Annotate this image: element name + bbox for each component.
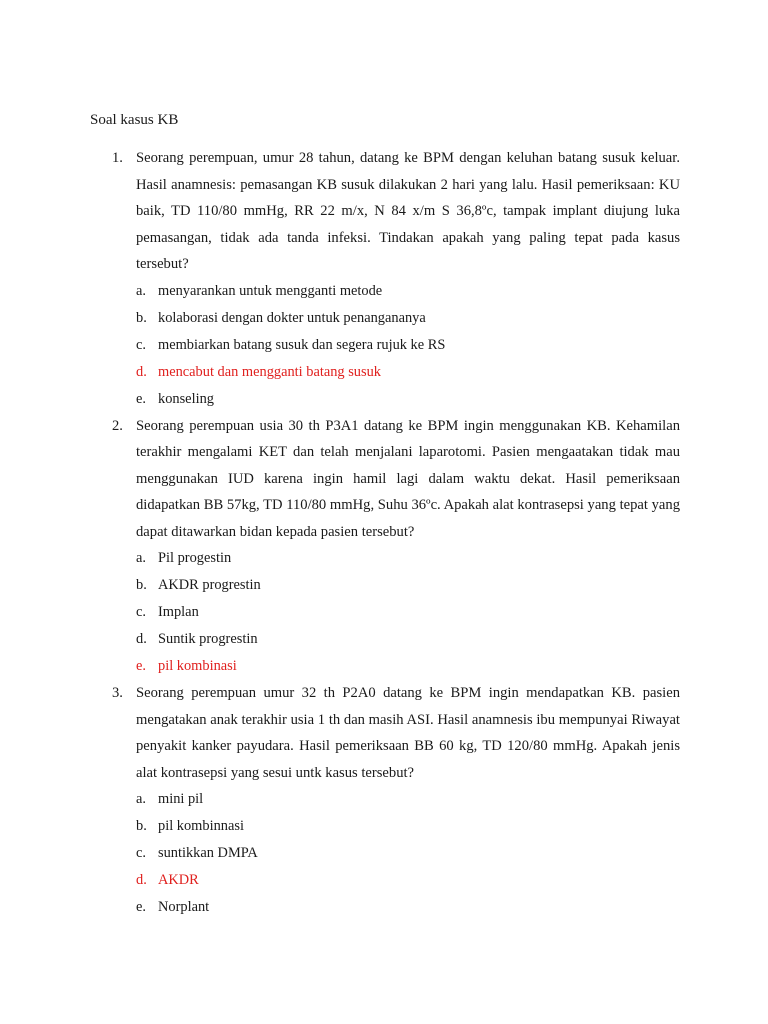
option-letter: e. — [136, 390, 146, 407]
option-list — [136, 545, 680, 680]
option-item — [136, 599, 680, 626]
question-list — [90, 145, 680, 921]
option-letter: c. — [136, 604, 146, 621]
option-list — [136, 786, 680, 921]
option-item-correct — [136, 867, 680, 894]
option-item — [136, 386, 680, 413]
option-text: konseling — [158, 390, 214, 407]
option-letter: b. — [136, 818, 147, 835]
question-item-2 — [90, 413, 680, 681]
option-item — [136, 786, 680, 813]
option-item — [136, 813, 680, 840]
option-text: AKDR — [158, 872, 199, 889]
option-letter: b. — [136, 309, 147, 326]
option-item — [136, 278, 680, 305]
option-text: Implan — [158, 604, 199, 621]
option-letter: e. — [136, 658, 146, 675]
question-text: Seorang perempuan umur 32 th P2A0 datang ke BPM ingin mendapatkan KB. pasien mengatakan anak terakhir usia 1 th dan masih ASI. Hasil anamnesis ibu mempunyai Riwayat penyakit kanker payudara. Hasil pemeriksaan BB 60 kg, TD 120/80 mmHg. Apakah jenis alat kontrasepsi yang sesui untk kasus tersebut? — [136, 685, 680, 781]
option-letter: a. — [136, 282, 146, 299]
option-text: pil kombinnasi — [158, 818, 244, 835]
document-title: Soal kasus KB — [90, 112, 179, 128]
option-letter: d. — [136, 631, 147, 648]
question-number: 2. — [112, 417, 123, 434]
option-text: mencabut dan mengganti batang susuk — [158, 363, 381, 380]
option-item-correct — [136, 359, 680, 386]
option-text: membiarkan batang susuk dan segera rujuk ke RS — [158, 336, 446, 353]
option-item — [136, 626, 680, 653]
option-text: AKDR progrestin — [158, 577, 261, 594]
option-letter: d. — [136, 872, 147, 889]
option-letter: b. — [136, 577, 147, 594]
question-text: Seorang perempuan, umur 28 tahun, datang ke BPM dengan keluhan batang susuk keluar. Hasil anamnesis: pemasangan KB susuk dilakukan 2 hari yang lalu. Hasil pemeriksaan: KU baik, TD 110/80 mmHg, RR 22 m/x, N 84 x/m S 36,8ºc, tampak implant diujung luka pemasangan, tidak ada tanda infeksi. Tindakan apakah yang paling tepat pada kasus tersebut? — [136, 150, 680, 273]
option-letter: d. — [136, 363, 147, 380]
question-number: 3. — [112, 685, 123, 701]
option-text: menyarankan untuk mengganti metode — [158, 282, 383, 299]
option-text: mini pil — [158, 791, 204, 808]
option-item — [136, 840, 680, 867]
option-text: Suntik progrestin — [158, 631, 258, 648]
option-item — [136, 545, 680, 572]
option-item — [136, 305, 680, 332]
question-text: Seorang perempuan usia 30 th P3A1 datang ke BPM ingin menggunakan KB. Kehamilan terakhir mengalami KET dan telah menjalani laparotomi. Pasien mengaatakan tidak mau menggunakan IUD karena ingin hamil lagi dalam waktu dekat. Hasil pemeriksaan didapatkan BB 57kg, TD 110/80 mmHg, Suhu 36ºc. Apakah alat kontrasepsi yang tepat yang dapat ditawarkan bidan kepada pasien tersebut? — [136, 417, 680, 540]
option-item — [136, 572, 680, 599]
option-letter: c. — [136, 336, 146, 353]
option-list — [136, 278, 680, 413]
option-item-correct — [136, 653, 680, 680]
option-text: kolaborasi dengan dokter untuk penangananya — [158, 309, 426, 326]
question-item-3 — [90, 680, 680, 921]
option-text: Pil progestin — [158, 550, 232, 567]
option-letter: c. — [136, 845, 146, 862]
option-letter: a. — [136, 791, 146, 808]
option-text: suntikkan DMPA — [158, 845, 258, 862]
option-item — [136, 894, 680, 921]
option-text: pil kombinasi — [158, 658, 237, 675]
option-letter: e. — [136, 899, 146, 915]
option-text: Norplant — [158, 899, 210, 915]
option-item — [136, 332, 680, 359]
question-number: 1. — [112, 150, 123, 166]
question-item-1 — [90, 145, 680, 413]
option-letter: a. — [136, 550, 146, 567]
